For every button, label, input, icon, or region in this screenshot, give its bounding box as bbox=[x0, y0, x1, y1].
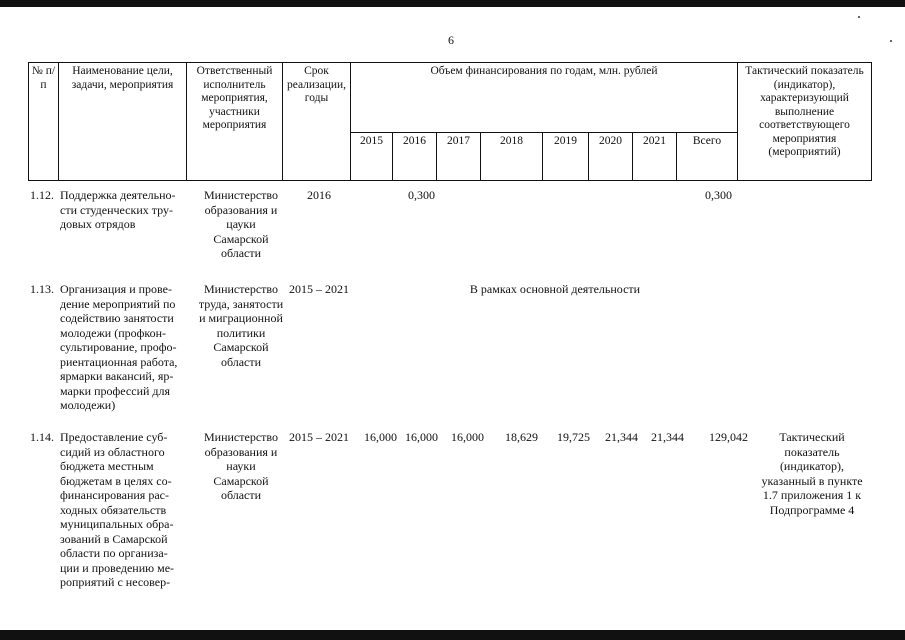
scan-speck bbox=[890, 40, 892, 42]
table-header bbox=[28, 62, 872, 181]
header-indicator: Тактический показатель (индикатор), характеризующий выполнение соответствующего мероприятия (мероприятий) bbox=[738, 63, 872, 181]
row-number: 1.14. bbox=[30, 430, 54, 444]
row-number: 1.13. bbox=[30, 282, 54, 296]
header-term: Срок реализации, годы bbox=[283, 63, 351, 181]
header-year: 2021 bbox=[633, 133, 677, 181]
row-value-2021: 21,344 bbox=[651, 430, 684, 444]
row-name: Организация и прове- дение мероприятий по содействию занятости молодежи (профкон- сультирование, профо- риентационная работа, ярмарки вакансий, яр- марки профессий для молодежи) bbox=[60, 282, 178, 412]
header-name: Наименование цели, задачи, мероприятия bbox=[59, 63, 187, 181]
header-year: 2015 bbox=[351, 133, 393, 181]
row-term: 2016 bbox=[307, 188, 331, 202]
header-year: 2019 bbox=[543, 133, 589, 181]
row-value-2018: 18,629 bbox=[505, 430, 538, 444]
row-number: 1.12. bbox=[30, 188, 54, 202]
header-year: 2020 bbox=[589, 133, 633, 181]
row-executor: Министерство образования и науки Самарской области bbox=[204, 430, 278, 502]
row-executor: Министерство труда, занятости и миграционной политики Самарской области bbox=[198, 282, 284, 369]
row-value-2015: 16,000 bbox=[364, 430, 397, 444]
row-span-note: В рамках основной деятельности bbox=[469, 282, 641, 296]
row-value-2017: 16,000 bbox=[451, 430, 484, 444]
page-number: 6 bbox=[448, 33, 454, 47]
row-value-2020: 21,344 bbox=[605, 430, 638, 444]
row-value-2019: 19,725 bbox=[557, 430, 590, 444]
row-name: Предоставление суб- сидий из областного бюджета местным бюджетам в целях со- финансирования рас- ходных обязательств муниципальных обра- зований в Самарской области по организа- ции и проведению ме- роприятий с несовер- bbox=[60, 430, 175, 589]
header-year: 2017 bbox=[437, 133, 481, 181]
row-executor: Министерство образования и цауки Самарской области bbox=[204, 188, 278, 260]
row-term: 2015 – 2021 bbox=[289, 430, 349, 444]
bottom-border-bar bbox=[0, 630, 905, 640]
row-total: 129,042 bbox=[709, 430, 748, 444]
row-value-2016: 16,000 bbox=[405, 430, 438, 444]
row-term: 2015 – 2021 bbox=[289, 282, 349, 296]
header-funding: Объем финансирования по годам, млн. рублей bbox=[351, 63, 738, 133]
scan-speck bbox=[858, 16, 860, 18]
row-name: Поддержка деятельно- сти студенческих тру- довых отрядов bbox=[60, 188, 176, 231]
header-executor: Ответственный исполнитель мероприятия, участники мероприятия bbox=[187, 63, 283, 181]
header-year: 2016 bbox=[393, 133, 437, 181]
header-year: 2018 bbox=[481, 133, 543, 181]
header-total: Всего bbox=[677, 133, 738, 181]
row-value-2016: 0,300 bbox=[408, 188, 435, 202]
row-total: 0,300 bbox=[705, 188, 732, 202]
row-indicator: Тактический показатель (индикатор), указанный в пункте 1.7 приложения 1 к Подпрограмме 4 bbox=[761, 430, 863, 517]
top-border-bar bbox=[0, 0, 905, 7]
header-num: № п/п bbox=[29, 63, 59, 181]
